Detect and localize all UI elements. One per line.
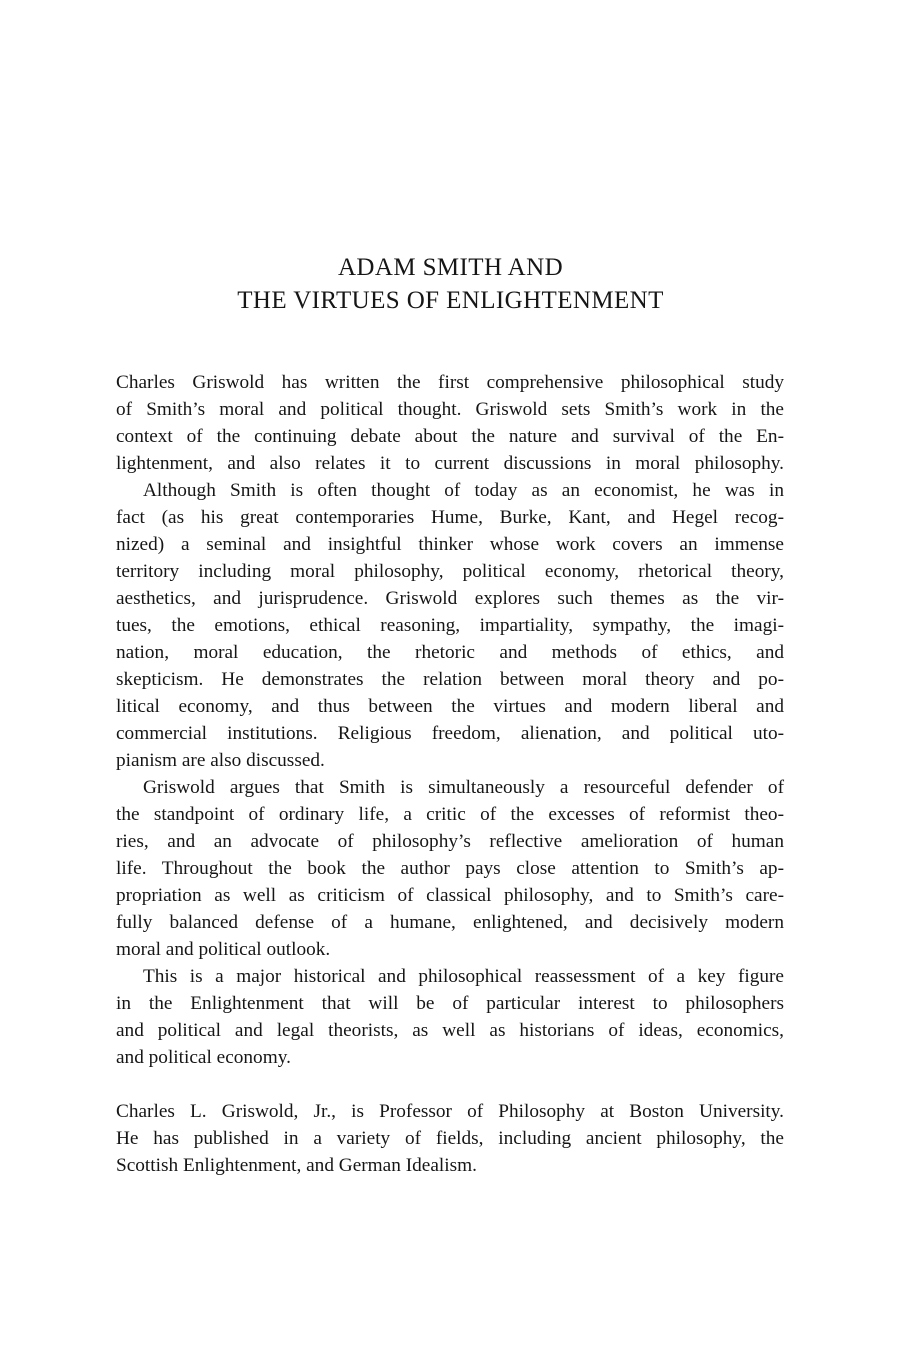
text-line: moral and political outlook. bbox=[116, 939, 331, 960]
text-line: commercial institutions. Religious freedom, alienation, and political uto- bbox=[116, 723, 784, 744]
text-line: fully balanced defense of a humane, enlightened, and decisively modern bbox=[116, 912, 784, 933]
text-line: nation, moral education, the rhetoric and methods of ethics, and bbox=[116, 642, 784, 663]
text-line: aesthetics, and jurisprudence. Griswold explores such themes as the vir- bbox=[116, 588, 784, 609]
book-title-line-2: THE VIRTUES OF ENLIGHTENMENT bbox=[237, 287, 664, 314]
text-line: tues, the emotions, ethical reasoning, impartiality, sympathy, the imagi- bbox=[116, 615, 784, 636]
book-title-line-1: ADAM SMITH AND bbox=[337, 254, 564, 281]
text-line: Griswold argues that Smith is simultaneously a resourceful defender of bbox=[143, 777, 784, 798]
text-line: ries, and an advocate of philosophy’s reflective amelioration of human bbox=[116, 831, 784, 852]
text-line: pianism are also discussed. bbox=[116, 750, 325, 771]
text-line: Charles Griswold has written the first comprehensive philosophical study bbox=[116, 372, 784, 393]
text-line: Although Smith is often thought of today as an economist, he was in bbox=[143, 480, 784, 501]
text-line: fact (as his great contemporaries Hume, Burke, Kant, and Hegel recog- bbox=[116, 507, 784, 528]
text-line: the standpoint of ordinary life, a critic of the excesses of reformist theo- bbox=[116, 804, 784, 825]
text-line: life. Throughout the book the author pays close attention to Smith’s ap- bbox=[116, 858, 784, 879]
text-line: This is a major historical and philosophical reassessment of a key figure bbox=[143, 966, 784, 987]
text-line: and political economy. bbox=[116, 1047, 291, 1068]
text-line: skepticism. He demonstrates the relation between moral theory and po- bbox=[116, 669, 784, 690]
text-line: litical economy, and thus between the virtues and modern liberal and bbox=[116, 696, 784, 717]
text-line: of Smith’s moral and political thought. Griswold sets Smith’s work in the bbox=[116, 399, 784, 420]
text-line: territory including moral philosophy, political economy, rhetorical theory, bbox=[116, 561, 784, 582]
text-line: propriation as well as criticism of classical philosophy, and to Smith’s care- bbox=[116, 885, 784, 906]
text-line: He has published in a variety of fields, including ancient philosophy, the bbox=[116, 1128, 784, 1149]
text-line: and political and legal theorists, as well as historians of ideas, economics, bbox=[116, 1020, 784, 1041]
text-line: Scottish Enlightenment, and German Idealism. bbox=[116, 1155, 477, 1176]
text-line: context of the continuing debate about the nature and survival of the En- bbox=[116, 426, 784, 447]
text-line: in the Enlightenment that will be of particular interest to philosophers bbox=[116, 993, 784, 1014]
text-line: nized) a seminal and insightful thinker whose work covers an immense bbox=[116, 534, 784, 555]
text-line: lightenment, and also relates it to current discussions in moral philosophy. bbox=[116, 453, 784, 474]
text-line: Charles L. Griswold, Jr., is Professor of Philosophy at Boston University. bbox=[116, 1101, 784, 1122]
